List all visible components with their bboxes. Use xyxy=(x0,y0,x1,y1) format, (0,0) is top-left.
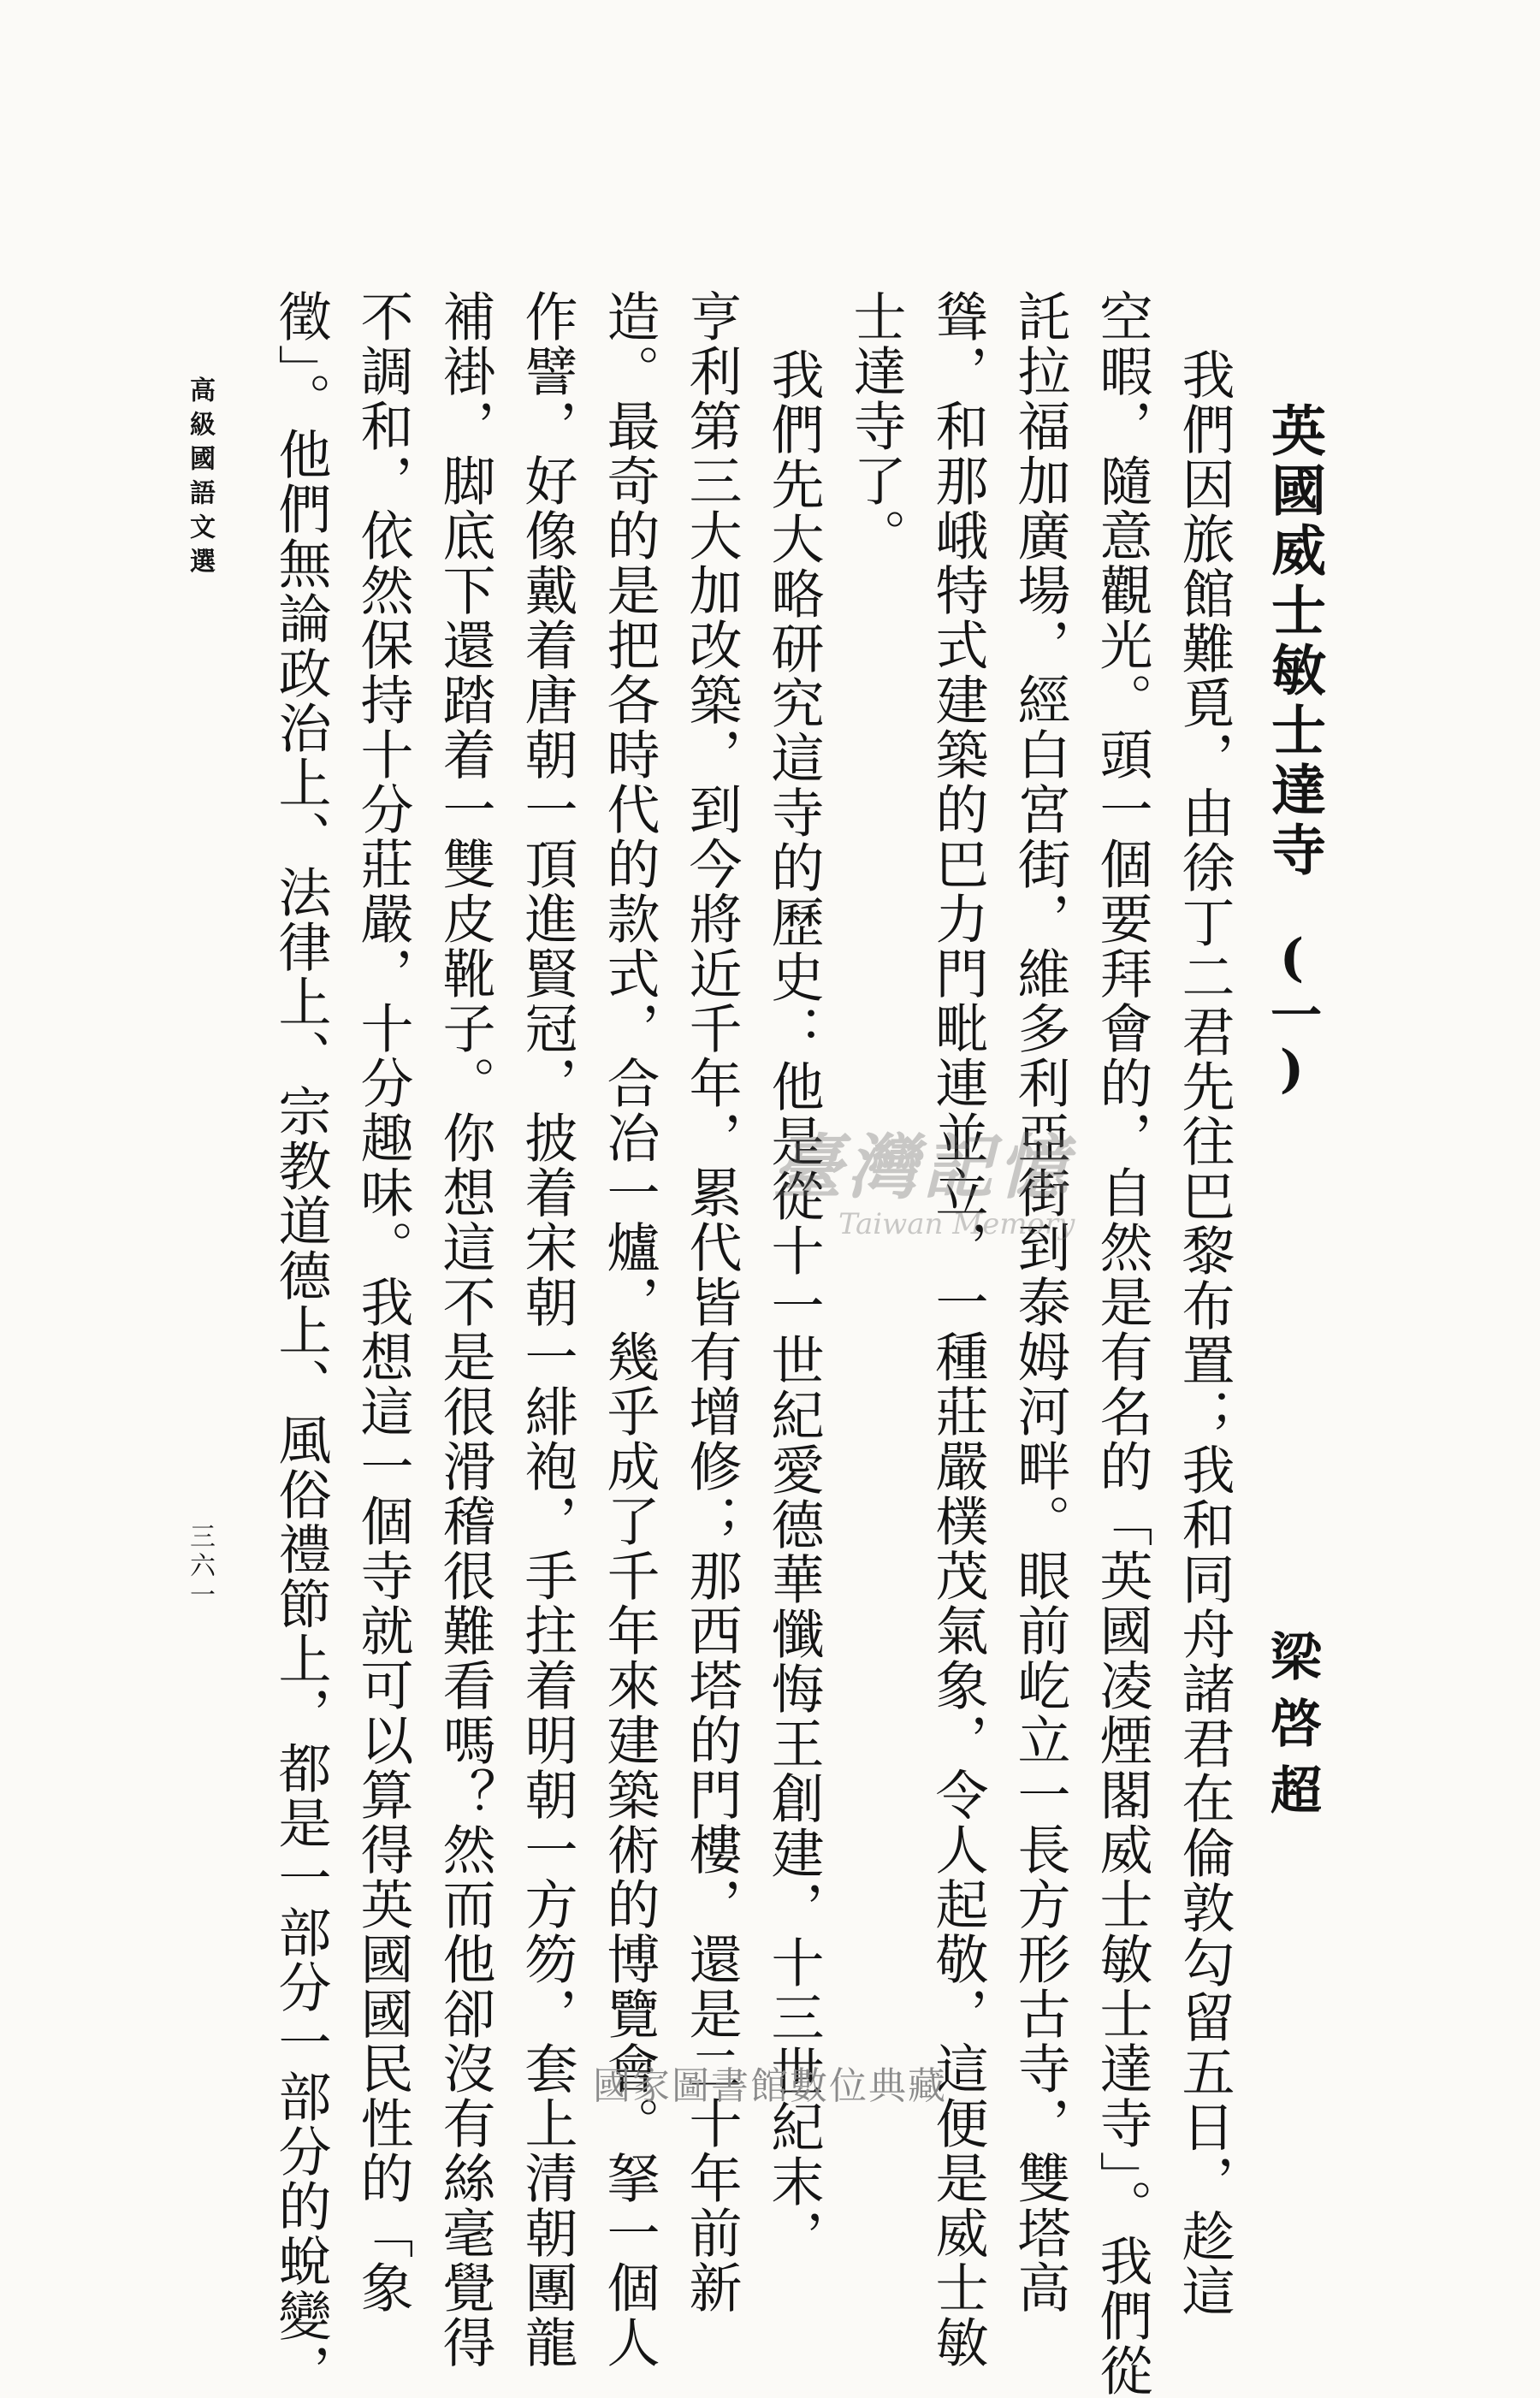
author-name: 梁啓超 xyxy=(1262,1630,1322,1830)
body-column: 託拉福加廣場，經白宮街，維多利亞街到泰姆河畔。眼前屹立一長方形古寺，雙塔高 xyxy=(1009,289,1071,2315)
watermark-sub: Taiwan Memory xyxy=(838,1207,1075,1241)
body-column: 我們因旅館難覓，由徐丁二君先往巴黎布置；我和同舟諸君在倫敦勾留五日，趁這 xyxy=(1173,347,1235,2318)
part-number: (一) xyxy=(1262,928,1322,1099)
body-column: 聳，和那峨特式建築的巴力門毗連並立，一種莊嚴樸茂氣象，令人起敬，這便是威士敏 xyxy=(927,289,989,2370)
article-title: 英國威士敏士達寺 xyxy=(1262,402,1326,881)
body-column: 補褂，脚底下還踏着一雙皮靴子。你想這不是很滑稽很難看嗎？然而他卻沒有絲毫覺得 xyxy=(434,289,496,2370)
body-column: 士達寺了。 xyxy=(844,289,907,563)
body-column: 作譬，好像戴着唐朝一頂進賢冠，披着宋朝一緋袍，手拄着明朝一方笏，套上清朝團龍 xyxy=(516,289,578,2370)
body-column: 造。最奇的是把各時代的款式，合冶一爐，幾乎成了千年來建築術的博覽會。拏一個人 xyxy=(598,289,660,2370)
body-column: 亨利第三大加改築，到今將近千年，累代皆有增修；那西塔的門樓，還是二十年前新 xyxy=(680,289,743,2315)
body-column: 徵」。他們無論政治上、法律上、宗教道德上、風俗禮節上，都是一部分一部分的蛻變， xyxy=(270,289,332,2398)
body-column: 空暇，隨意觀光。頭一個要拜會的，自然是有名的「英國凌煙閣威士敏士達寺」。我們從 xyxy=(1091,289,1153,2398)
library-caption: 國家圖書館數位典藏 xyxy=(593,2064,947,2108)
body-column: 不調和，依然保持十分莊嚴，十分趣味。我想這一個寺就可以算得英國國民性的「象 xyxy=(352,289,414,2315)
book-title: 高級國語文選 xyxy=(185,376,215,582)
watermark-logo xyxy=(770,1112,1075,1241)
watermark-main: 臺灣記憶 xyxy=(772,1127,1074,1209)
page-number: 三六一 xyxy=(185,1523,215,1610)
body-column: 我們先大略研究這寺的歷史：他是從十一世紀愛德華懺悔王創建，十三世紀末， xyxy=(762,347,825,2264)
